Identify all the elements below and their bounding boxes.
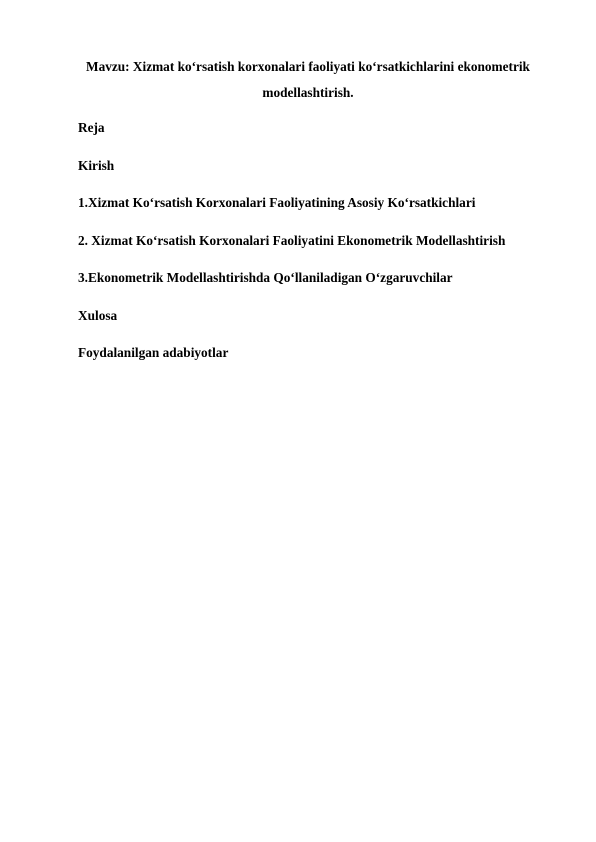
toc-item-section-3: 3.Ekonometrik Modellashtirishda Qo‘llaniladigan O‘zgaruvchilar: [78, 270, 453, 285]
toc-item-kirish: Kirish: [78, 157, 115, 173]
title-line-1: Mavzu: Xizmat ko‘rsatish korxonalari faoliyati ko‘rsatkichlarini ekonometrik: [86, 59, 530, 74]
toc-item-section-2: 2. Xizmat Ko‘rsatish Korxonalari Faoliyatini Ekonometrik Modellashtirish: [78, 232, 506, 248]
title-line-2: modellashtirish.: [262, 85, 354, 100]
toc-item-xulosa: Xulosa: [78, 307, 118, 323]
toc-item-references: Foydalanilgan adabiyotlar: [78, 345, 229, 360]
document-title: [60, 54, 556, 106]
table-of-contents: [78, 118, 558, 381]
toc-item-section-1: 1.Xizmat Ko‘rsatish Korxonalari Faoliyatining Asosiy Ko‘rsatkichlari: [78, 195, 476, 210]
toc-heading-reja: Reja: [78, 120, 105, 135]
